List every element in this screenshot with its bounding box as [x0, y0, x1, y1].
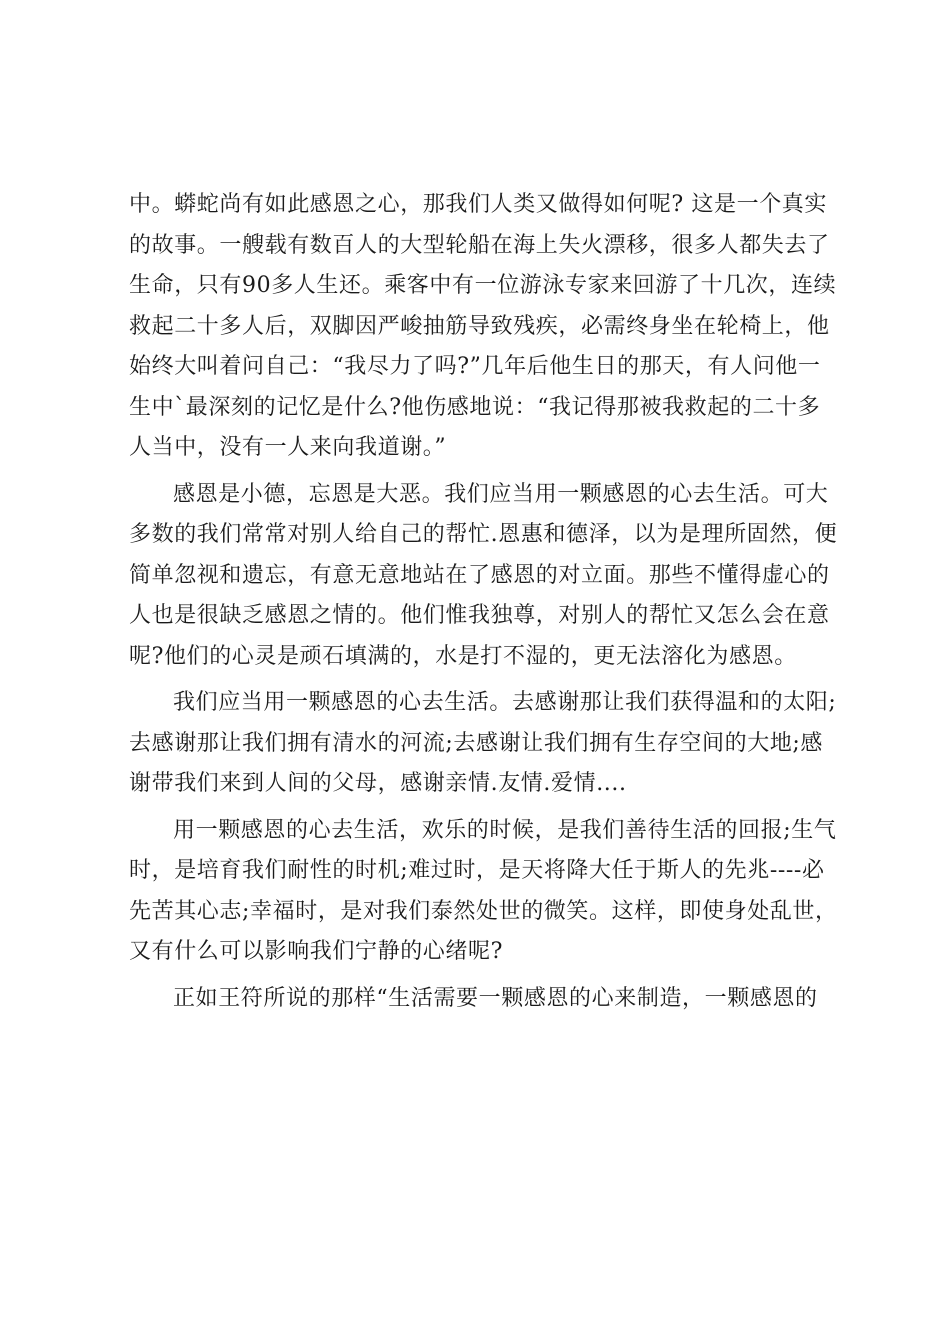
text-line: 始终大叫着问自己：“我尽力了吗?”几年后他生日的那天，有人问他一 — [129, 354, 821, 379]
text-line: 呢?他们的心灵是顽石填满的，水是打不湿的，更无法溶化为感恩。 — [129, 643, 797, 669]
text-line: 用一颗感恩的心去生活，欢乐的时候，是我们善待生活的回报;生气 — [173, 817, 837, 843]
text-line: 我们应当用一颗感恩的心去生活。去感谢那让我们获得温和的太阳; — [173, 690, 837, 715]
paragraph-3 — [129, 683, 837, 805]
text-line: 人也是很缺乏感恩之情的。他们惟我独尊，对别人的帮忙又怎么会在意 — [129, 603, 830, 628]
paragraph-2 — [129, 475, 838, 678]
text-line: 生中`最深刻的记忆是什么?他伤感地说：“我记得那被我救起的二十多 — [129, 394, 821, 420]
text-line: 感恩是小德，忘恩是大恶。我们应当用一颗感恩的心去生活。可大 — [173, 481, 829, 507]
text-line: 去感谢那让我们拥有清水的河流;去感谢让我们拥有生存空间的大地;感 — [129, 730, 824, 756]
text-line: 生命，只有90多人生还。乘客中有一位游泳专家来回游了十几次，连续 — [129, 273, 837, 298]
text-line: 中。蟒蛇尚有如此感恩之心，那我们人类又做得如何呢? 这是一个真实 — [129, 192, 827, 217]
text-line: 人当中，没有一人来向我道谢。” — [129, 435, 447, 460]
text-line: 救起二十多人后，双脚因严峻抽筋导致残疾，必需终身坐在轮椅上，他 — [129, 313, 830, 339]
text-line: 正如王符所说的那样“生活需要一颗感恩的心来制造，一颗感恩的 — [173, 985, 818, 1011]
document-body — [129, 185, 838, 1019]
text-line: 的故事。一艘载有数百人的大型轮船在海上失火漂移，很多人都失去了 — [129, 232, 830, 258]
text-line: 又有什么可以影响我们宁静的心绪呢? — [129, 939, 503, 964]
text-line: 多数的我们常常对别人给自己的帮忙.恩惠和德泽，以为是理所固然，便 — [129, 522, 838, 547]
text-line: 谢带我们来到人间的父母，感谢亲情.友情.爱情.... — [129, 771, 627, 796]
paragraph-4 — [129, 811, 838, 973]
text-line: 时，是培育我们耐性的时机;难过时，是天将降大任于斯人的先兆----必 — [129, 858, 825, 883]
paragraph-1 — [129, 185, 837, 469]
paragraph-5 — [129, 979, 829, 1020]
text-line: 简单忽视和遗忘，有意无意地站在了感恩的对立面。那些不懂得虚心的 — [129, 562, 830, 588]
text-line: 先苦其心志;幸福时，是对我们泰然处世的微笑。这样，即使身处乱世， — [129, 898, 838, 924]
